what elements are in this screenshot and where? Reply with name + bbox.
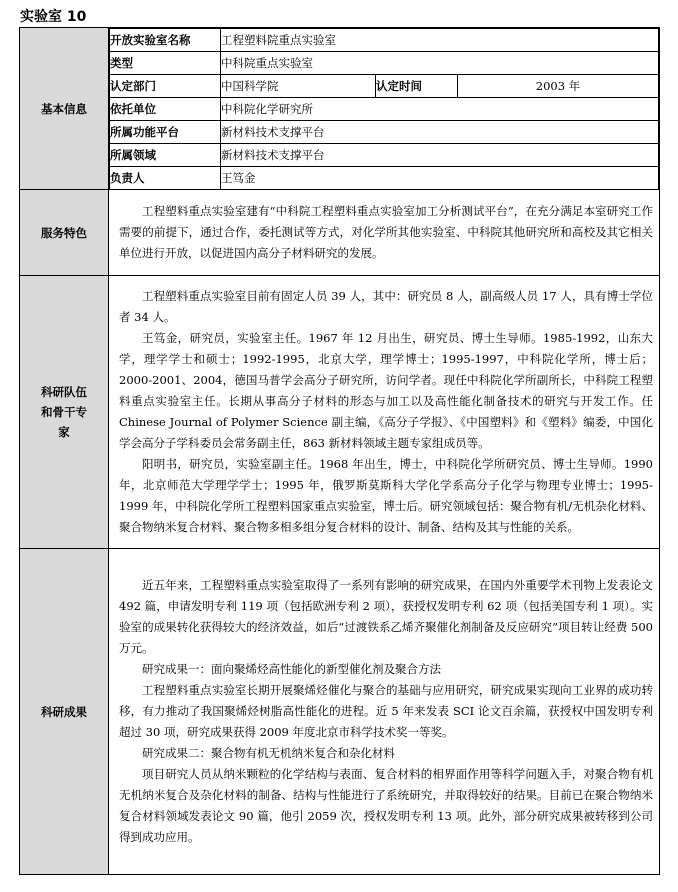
time-key: 认定时间 — [376, 75, 458, 98]
time-value: 2003 年 — [458, 75, 659, 98]
field-key: 所属领域 — [110, 144, 221, 167]
results-item-1-text: 工程塑料重点实验室长期开展聚烯烃催化与聚合的基础与应用研究，研究成果实现向工业界的成功转移，有力推动了我国聚烯烃树脂高性能化的进程。近 5 年来发表 SCI 论文百余篇，获授权中国发明专利超过 30 项，研究成果获得 2009 年度北京市科学技术奖一等奖。 — [119, 683, 653, 739]
type-key: 类型 — [110, 52, 221, 75]
head-key: 负责人 — [110, 167, 221, 190]
team-expert-2: 阳明书，研究员，实验室副主任。1968 年出生，博士，中科院化学所研究员、博士生导师。1990 年，北京师范大学理学学士；1995 年，俄罗斯莫斯科大学化学系高分子化学与物理专业博士；1995-1999 年，中科院化学所工程塑料国家重点实验室，博士后。研究领域包括：聚合物有机/无机杂化材料、聚合物纳米复合材料、聚合物多相多组分复合材料的设计、制备、结构及其与性能的关系。 — [119, 457, 653, 534]
team-expert-1: 王笃金，研究员，实验室主任。1967 年 12 月出生，研究员、博士生导师。1985-1992，山东大学，理学学士和硕士；1992-1995，北京大学，理学博士；1995-1997，中科院化学所，博士后；2000-2001、2004，德国马普学会高分子研究所，访问学者。现任中科院化学所副所长，中科院工程塑料重点实验室主任。长期从事高分子材料的形态与加工以及高性能化制备技术的研究与开发工作。任 Chinese Journal of Polymer Science 副主编，《高分子学报》、《中国塑料》和《塑料》编委，中国化学会高分子学科委员会常务副主任，863 新材料领域主题专家组成员等。 — [119, 331, 653, 450]
team-label — [20, 276, 109, 549]
results-item-1-title: 研究成果一：面向聚烯烃高性能化的新型催化剂及聚合方法 — [142, 662, 441, 676]
type-value: 中科院重点实验室 — [221, 52, 659, 75]
page-title: 实验室 10 — [20, 9, 87, 25]
team-summary: 工程塑料重点实验室目前有固定人员 39 人，其中：研究员 8 人，副高级人员 17 人，具有博士学位者 34 人。 — [119, 289, 653, 324]
basic-info-label: 基本信息 — [20, 28, 109, 190]
rely-key: 依托单位 — [110, 98, 221, 121]
lab-info-table — [19, 27, 660, 875]
rely-value: 中科院化学研究所 — [221, 98, 659, 121]
lab-name-key: 开放实验室名称 — [110, 29, 221, 52]
basic-info-table — [109, 28, 659, 189]
results-item-2-text: 项目研究人员从纳米颗粒的化学结构与表面、复合材料的相界面作用等科学问题入手，对聚合物有机无机纳米复合及杂化材料的制备、结构与性能进行了系统研究，并取得较好的结果。目前已在聚合物纳米复合材料领域发表论文 90 篇，他引 2059 次，授权发明专利 13 项。此外，部分研究成果被转移到公司得到成功应用。 — [119, 767, 653, 844]
field-value: 新材料技术支撑平台 — [221, 144, 659, 167]
dept-value: 中国科学院 — [221, 75, 376, 98]
platform-value: 新材料技术支撑平台 — [221, 121, 659, 144]
team-label-text: 科研队伍和骨干专家 — [41, 385, 87, 439]
results-item-2-title: 研究成果二：聚合物有机无机纳米复合和杂化材料 — [142, 746, 395, 760]
results-label: 科研成果 — [20, 549, 109, 875]
head-value: 王笃金 — [221, 167, 659, 190]
results-overview: 近五年来，工程塑料重点实验室取得了一系列有影响的研究成果，在国内外重要学术刊物上发表论文 492 篇，申请发明专利 119 项（包括欧洲专利 2 项），获授权发明专利 62 项（包括美国专利 1 项）。实验室的成果转化获得较大的经济效益，如后“过渡铁系乙烯齐聚催化剂制备及反应研究”项目转让经费 500 万元。 — [119, 578, 653, 655]
dept-key: 认定部门 — [110, 75, 221, 98]
lab-name-value: 工程塑料院重点实验室 — [221, 29, 659, 52]
platform-key: 所属功能平台 — [110, 121, 221, 144]
service-text: 工程塑料重点实验室建有“中科院工程塑料重点实验室加工分析测试平台”，在充分满足本室研究工作需要的前提下，通过合作，委托测试等方式，对化学所其他实验室、中科院其他研究所和高校及其它相关单位进行开放，以促进国内高分子材料研究的发展。 — [119, 204, 653, 260]
service-label: 服务特色 — [20, 190, 109, 276]
